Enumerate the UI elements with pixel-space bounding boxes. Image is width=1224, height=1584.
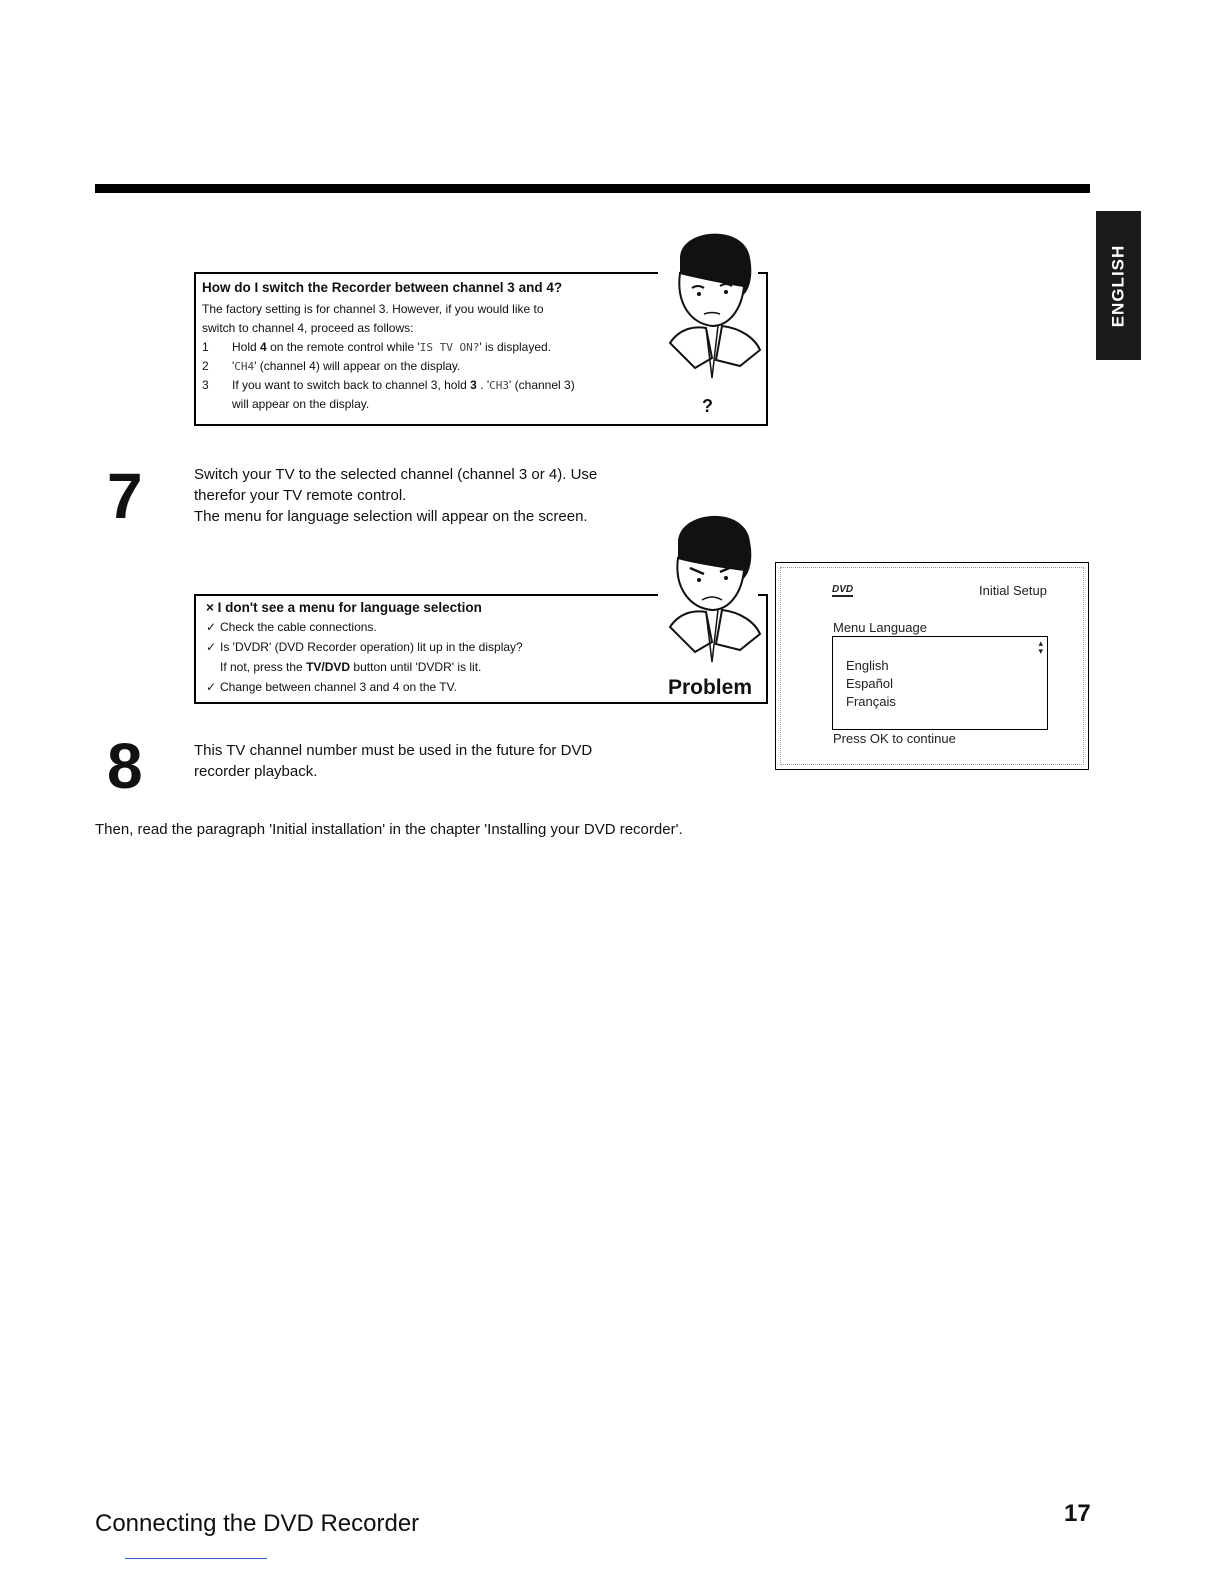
checklist-item: ✓ Change between channel 3 and 4 on the TV. [206,677,676,697]
check-icon: ✓ [206,680,217,694]
language-option[interactable]: English [846,658,889,673]
top-rule [95,184,1090,193]
step-number: 8 [107,730,143,802]
question-mark: ? [702,396,713,416]
problem-label: Problem [667,676,752,699]
check-icon: ✓ [206,620,217,634]
continue-hint: Press OK to continue [833,731,956,746]
question-box-title: How do I switch the Recorder between channel 3 and 4? [202,280,563,295]
question-box-body [202,300,672,414]
instruction-step: 3 If you want to switch back to channel 3, hold 3 . 'CH3' (channel 3) will appear on the display. [202,378,575,411]
problem-box-body [206,617,676,697]
display-readout: IS TV ON? [419,341,480,354]
problem-box-title: × I don't see a menu for language selection [206,600,482,615]
language-tab [1096,211,1141,360]
intro-line: The factory setting is for channel 3. However, if you would like to [202,302,544,316]
display-readout: CH3 [489,379,510,392]
menu-title: Menu Language [833,620,927,635]
footer-rule [125,1558,267,1559]
page-number: 17 [1064,1500,1091,1527]
language-tab-label: ENGLISH [1108,244,1128,327]
language-option[interactable]: Français [846,694,896,709]
checklist-item: ✓ Check the cable connections. [206,617,676,637]
tv-screen-mockup [775,562,1089,770]
dvd-logo-icon: DVD [832,584,854,595]
step-7-text: Switch your TV to the selected channel (channel 3 or 4). Use therefor your TV remote control. The menu for language selection will appear on the screen. [194,466,598,525]
step-number: 7 [107,460,143,532]
display-readout: CH4 [234,360,255,373]
frustrated-man-illustration [650,502,770,667]
step-8-text: This TV channel number must be used in the future for DVD recorder playback. [194,742,593,780]
check-icon: ✓ [206,640,217,654]
language-option[interactable]: Español [846,676,893,691]
language-list [832,636,1048,730]
thinking-man-illustration [650,218,770,383]
footer-section-title: Connecting the DVD Recorder [95,1510,420,1537]
cross-icon: × [206,600,214,615]
checklist-item: If not, press the TV/DVD button until 'DVDR' is lit. [220,660,482,674]
screen-header: Initial Setup [979,583,1047,598]
intro-line: switch to channel 4, proceed as follows: [202,321,414,335]
instruction-step: 1 Hold 4 on the remote control while 'IS TV ON?' is displayed. [202,340,552,354]
closing-paragraph: Then, read the paragraph 'Initial installation' in the chapter 'Installing your DVD recorder'. [95,821,683,838]
scroll-arrows-icon: ▴ ▾ [1038,638,1043,656]
checklist-item: ✓ Is 'DVDR' (DVD Recorder operation) lit up in the display? [206,637,676,657]
instruction-step: 2 'CH4' (channel 4) will appear on the display. [202,359,461,373]
